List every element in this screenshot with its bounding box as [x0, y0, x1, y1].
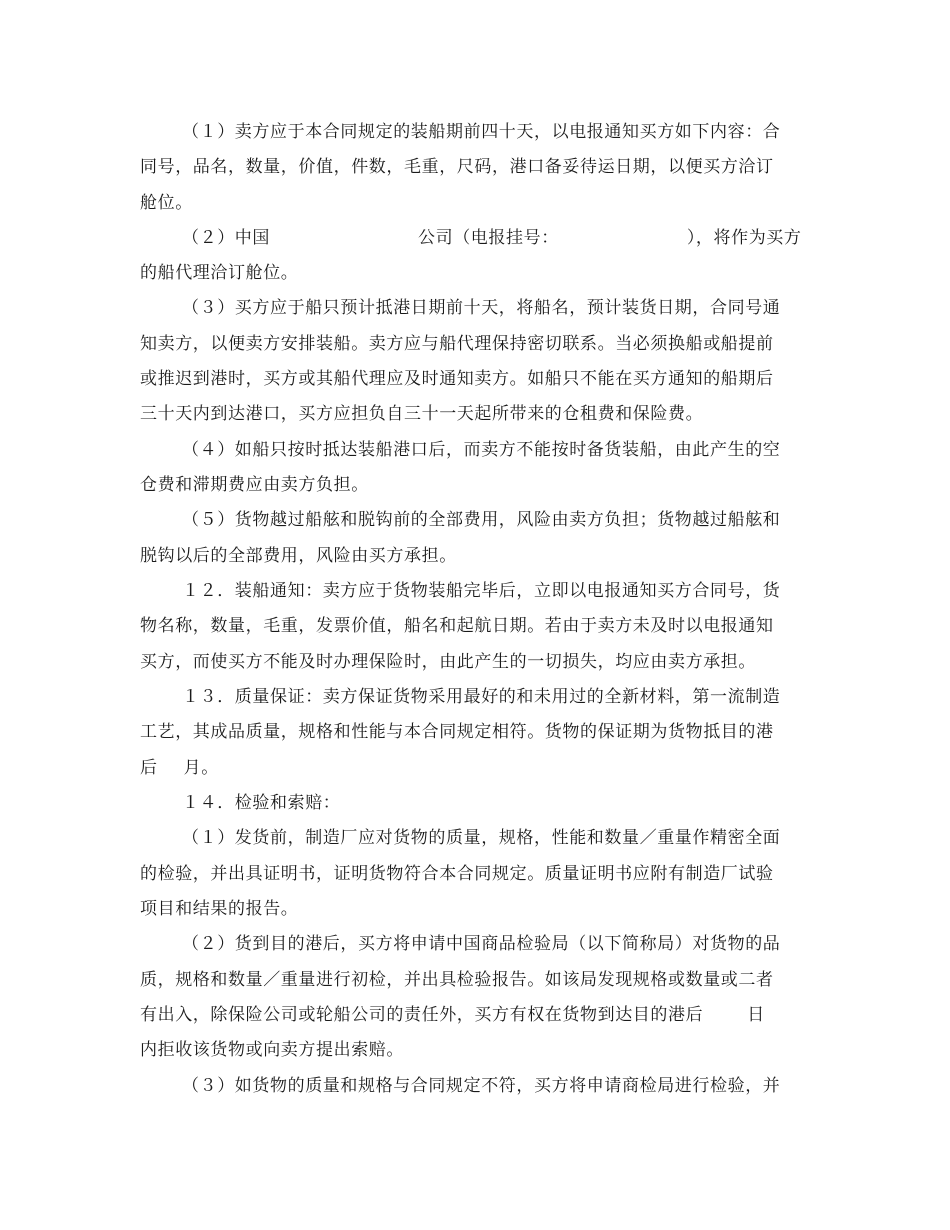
text-line: 买方，而使买方不能及时办理保险时，由此产生的一切损失，均应由卖方承担。 [140, 652, 756, 672]
text-line: （５）货物越过船舷和脱钩前的全部费用，风险由卖方负担；货物越过船舷和 [182, 510, 781, 530]
text-line: 项目和结果的报告。 [140, 899, 299, 919]
text-line: 质，规格和数量／重量进行初检，并出具检验报告。如该局发现规格或数量或二者 [140, 970, 774, 990]
text-line: 三十天内到达港口，买方应担负自三十一天起所带来的仓租费和保险费。 [140, 404, 704, 424]
text-fragment: （２）中国 [182, 228, 270, 248]
text-line: 的检验，并出具证明书，证明货物符合本合同规定。质量证明书应附有制造厂试验 [140, 864, 774, 884]
text-line: （３）如货物的质量和规格与合同规定不符，买方将申请商检局进行检验，并 [182, 1076, 781, 1096]
text-line [140, 758, 812, 778]
text-line: 仓费和滞期费应由卖方负担。 [140, 475, 369, 495]
text-fragment: 后 [140, 758, 158, 778]
text-line: 舱位。 [140, 193, 193, 213]
text-line: １２．装船通知：卖方应于货物装船完毕后，立即以电报通知买方合同号，货 [182, 581, 781, 601]
text-line: 内拒收该货物或向卖方提出索赔。 [140, 1040, 404, 1060]
text-line [182, 228, 812, 248]
text-fragment: 月。 [183, 758, 219, 778]
text-line [140, 1005, 812, 1025]
text-line: （２）货到目的港后，买方将申请中国商品检验局（以下简称局）对货物的品 [182, 934, 781, 954]
text-line: 同号，品名，数量，价值，件数，毛重，尺码，港口备妥待运日期，以便买方洽订 [140, 157, 774, 177]
text-fragment: ），将作为买方 [686, 228, 802, 248]
text-line: 物名称，数量，毛重，发票价值，船名和起航日期。若由于卖方未及时以电报通知 [140, 616, 774, 636]
text-line: 或推迟到港时，买方或其船代理应及时通知卖方。如船只不能在买方通知的船期后 [140, 369, 774, 389]
text-line: （１）卖方应于本合同规定的装船期前四十天，以电报通知买方如下内容：合 [182, 122, 781, 142]
text-line: 知卖方，以便卖方安排装船。卖方应与船代理保持密切联系。当必须换船或船提前 [140, 334, 774, 354]
text-line: 脱钩以后的全部费用，风险由买方承担。 [140, 546, 457, 566]
text-line: １３．质量保证：卖方保证货物采用最好的和未用过的全新材料，第一流制造 [182, 687, 781, 707]
text-line: （４）如船只按时抵达装船港口后，而卖方不能按时备货装船，由此产生的空 [182, 440, 781, 460]
text-line: （３）买方应于船只预计抵港日期前十天，将船名，预计装货日期，合同号通 [182, 298, 781, 318]
text-fragment: 日 [747, 1005, 765, 1025]
text-line: 的船代理洽订舱位。 [140, 263, 299, 283]
text-line: １４．检验和索赔： [182, 793, 341, 813]
text-fragment: 有出入，除保险公司或轮船公司的责任外，买方有权在货物到达目的港后 [140, 1005, 704, 1025]
text-line: （１）发货前，制造厂应对货物的质量，规格，性能和数量／重量作精密全面 [182, 828, 781, 848]
text-line: 工艺，其成品质量，规格和性能与本合同规定相符。货物的保证期为货物抵目的港 [140, 722, 774, 742]
text-fragment: 公司（电报挂号： [418, 228, 559, 248]
